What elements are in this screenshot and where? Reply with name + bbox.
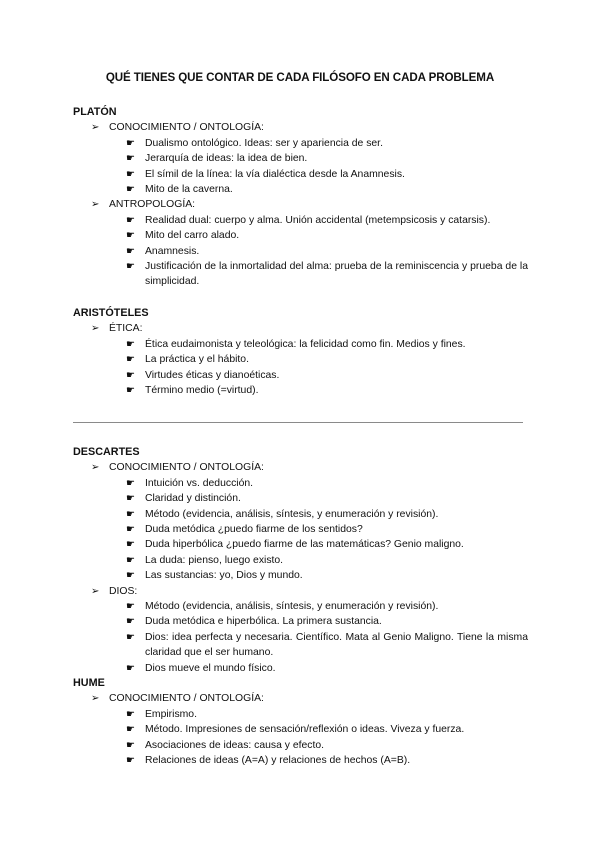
list-item: ☛ Virtudes éticas y dianoéticas.: [73, 368, 528, 383]
group-heading: ➢ CONOCIMIENTO / ONTOLOGÍA:: [73, 460, 533, 475]
pointing-hand-icon: ☛: [126, 524, 135, 536]
list-item: ☛ El símil de la línea: la vía dialéctica desde la Anamnesis.: [73, 167, 528, 182]
pointing-hand-icon: ☛: [126, 184, 135, 196]
pointing-hand-icon: ☛: [126, 369, 135, 381]
arrow-bullet-icon: ➢: [91, 199, 100, 211]
pointing-hand-icon: ☛: [126, 354, 135, 366]
list-item: ☛ Justificación de la inmortalidad del alma: prueba de la reminiscencia y prueba de la simplicidad.: [126, 261, 528, 288]
section-heading: ARISTÓTELES: [73, 307, 149, 319]
pointing-hand-icon: ☛: [126, 338, 135, 350]
list-item: ☛ Método (evidencia, análisis, síntesis, y enumeración y revisión).: [73, 599, 528, 614]
arrow-bullet-icon: ➢: [91, 693, 100, 705]
list-item: ☛ Asociaciones de ideas: causa y efecto.: [73, 738, 528, 753]
list-item: ☛ Ética eudaimonista y teleológica: la felicidad como fin. Medios y fines.: [73, 337, 528, 352]
group-heading: ➢ CONOCIMIENTO / ONTOLOGÍA:: [73, 120, 533, 135]
list-item: ☛ Dios mueve el mundo físico.: [73, 661, 528, 676]
list-item: ☛ Las sustancias: yo, Dios y mundo.: [73, 568, 528, 583]
pointing-hand-icon: ☛: [126, 570, 135, 582]
pointing-hand-icon: ☛: [126, 137, 135, 149]
list-item: ☛ Dualismo ontológico. Ideas: ser y apariencia de ser.: [73, 136, 528, 151]
pointing-hand-icon: ☛: [126, 493, 135, 505]
list-item: ☛ Anamnesis.: [73, 244, 528, 259]
list-item: ☛ Jerarquía de ideas: la idea de bien.: [73, 151, 528, 166]
pointing-hand-icon: ☛: [126, 230, 135, 242]
group-heading: ➢ CONOCIMIENTO / ONTOLOGÍA:: [73, 691, 533, 706]
pointing-hand-icon: ☛: [126, 739, 135, 751]
pointing-hand-icon: ☛: [126, 662, 135, 674]
section-hume: [73, 676, 533, 768]
list-item: ☛ Duda metódica e hiperbólica. La primera sustancia.: [73, 614, 528, 629]
group-heading: ➢ ÉTICA:: [73, 321, 533, 336]
pointing-hand-icon: ☛: [126, 631, 135, 643]
group-heading: ➢ DIOS:: [73, 584, 533, 599]
pointing-hand-icon: ☛: [126, 616, 135, 628]
pointing-hand-icon: ☛: [126, 168, 135, 180]
section-descartes: [73, 445, 533, 676]
pointing-hand-icon: ☛: [126, 554, 135, 566]
section-heading: DESCARTES: [73, 446, 140, 458]
section-divider: [73, 422, 523, 423]
list-item: ☛ Duda hiperbólica ¿puedo fiarme de las matemáticas? Genio maligno.: [73, 537, 528, 552]
list-item: ☛ Empirismo.: [73, 707, 528, 722]
pointing-hand-icon: ☛: [126, 708, 135, 720]
section-heading: PLATÓN: [73, 106, 117, 118]
arrow-bullet-icon: ➢: [91, 122, 100, 134]
pointing-hand-icon: ☛: [126, 755, 135, 767]
pointing-hand-icon: ☛: [126, 477, 135, 489]
document-title: QUÉ TIENES QUE CONTAR DE CADA FILÓSOFO EN CADA PROBLEMA: [105, 71, 495, 84]
list-item: ☛ Método. Impresiones de sensación/reflexión o ideas. Viveza y fuerza.: [73, 722, 528, 737]
arrow-bullet-icon: ➢: [91, 323, 100, 335]
section-heading: HUME: [73, 677, 105, 689]
pointing-hand-icon: ☛: [126, 385, 135, 397]
list-item: ☛ Mito de la caverna.: [73, 182, 528, 197]
list-item: ☛ Mito del carro alado.: [73, 228, 528, 243]
pointing-hand-icon: ☛: [126, 261, 135, 273]
pointing-hand-icon: ☛: [126, 508, 135, 520]
pointing-hand-icon: ☛: [126, 245, 135, 257]
arrow-bullet-icon: ➢: [91, 462, 100, 474]
section-platon: [73, 105, 533, 290]
list-item: ☛ Intuición vs. deducción.: [73, 476, 528, 491]
pointing-hand-icon: ☛: [126, 724, 135, 736]
list-item: ☛ Relaciones de ideas (A=A) y relaciones de hechos (A=B).: [73, 753, 528, 768]
list-item: ☛ La práctica y el hábito.: [73, 352, 528, 367]
list-item: ☛ Claridad y distinción.: [73, 491, 528, 506]
pointing-hand-icon: ☛: [126, 214, 135, 226]
section-aristoteles: [73, 306, 533, 398]
group-heading: ➢ ANTROPOLOGÍA:: [73, 197, 533, 212]
arrow-bullet-icon: ➢: [91, 585, 100, 597]
list-item: ☛ Realidad dual: cuerpo y alma. Unión accidental (metempsicosis y catarsis).: [73, 213, 528, 228]
list-item: ☛ Duda metódica ¿puedo fiarme de los sentidos?: [73, 522, 528, 537]
pointing-hand-icon: ☛: [126, 601, 135, 613]
list-item: ☛ Término medio (=virtud).: [73, 383, 528, 398]
pointing-hand-icon: ☛: [126, 539, 135, 551]
list-item: ☛ Dios: idea perfecta y necesaria. Científico. Mata al Genio Maligno. Tiene la misma claridad que el ser humano.: [126, 631, 528, 659]
list-item: ☛ La duda: pienso, luego existo.: [73, 553, 528, 568]
pointing-hand-icon: ☛: [126, 153, 135, 165]
list-item: ☛ Método (evidencia, análisis, síntesis, y enumeración y revisión).: [73, 507, 528, 522]
